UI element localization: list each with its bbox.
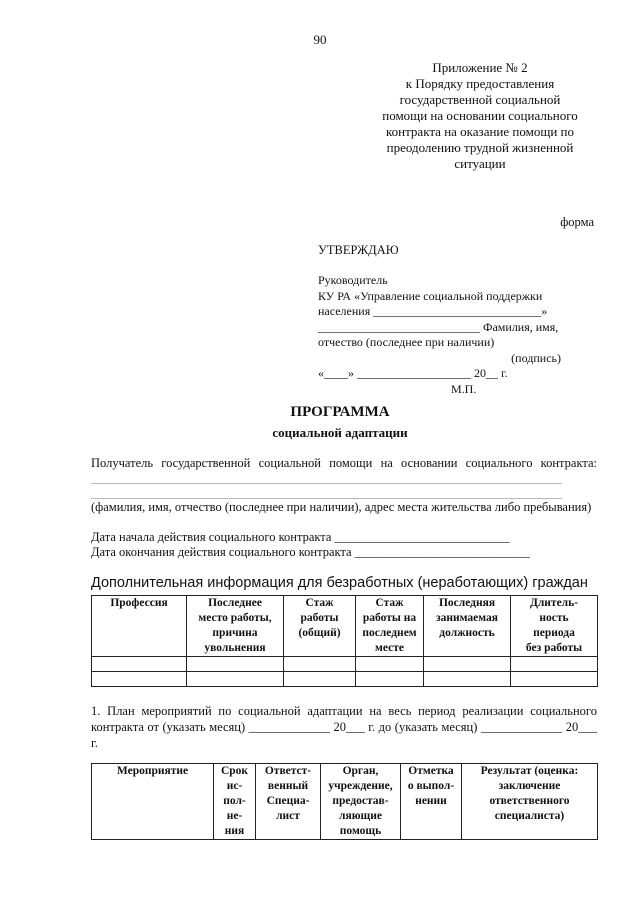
appendix-header [360,60,600,172]
table-cell[interactable] [187,657,284,672]
header-cell: Результат (оценка: заключение ответственного специалиста) [462,764,598,840]
plan-paragraph: 1. План мероприятий по социальной адаптации на весь период реализации социального контракта от (указать месяц) _____________ 20___ г. до (указать месяц) _____________ 20___ г. [91,704,597,750]
table-cell[interactable] [356,672,424,687]
approval-stamp-label: М.П. [451,381,477,396]
approval-date-line: «____» ___________________ 20__ г. [318,366,508,380]
recipient-label: Получатель государственной социальной помощи на основании социального контракта: [91,456,597,470]
page-number: 90 [313,32,327,47]
header-cell: Последнее место работы, причина увольнения [187,596,284,657]
appendix-line: помощи на основании социального [382,108,578,123]
appendix-line: Приложение № 2 [432,60,528,75]
appendix-line: ситуации [454,156,506,171]
table-cell[interactable] [284,672,356,687]
header-cell: Длитель- ность периода без работы [511,596,598,657]
approval-signature-caption: (подпись) [511,350,561,365]
appendix-line: к Порядку предоставления [405,76,555,91]
table-row [92,672,598,687]
header-cell: Профессия [92,596,187,657]
approval-line: населения ____________________________» [318,304,548,318]
table-row [92,657,598,672]
appendix-line: контракта на оказание помощи по [385,124,575,139]
header-cell: Стаж работы (общий) [284,596,356,657]
approval-line: Руководитель [318,273,388,287]
approval-title: УТВЕРЖДАЮ [318,243,399,257]
appendix-line: государственной социальной [399,92,561,107]
unemployed-info-table [91,595,598,687]
header-cell: Отметка о выпол- нении [401,764,462,840]
approval-block [318,273,608,397]
document-subtitle: социальной адаптации [272,425,408,440]
table-cell[interactable] [511,657,598,672]
table-header-row [92,764,598,840]
approval-line: КУ РА «Управление социальной поддержки [318,288,543,303]
approval-line: ___________________________ Фамилия, имя, [318,319,559,334]
approval-line: отчество (последнее при наличии) [318,335,495,349]
recipient-caption: (фамилия, имя, отчество (последнее при наличии), адрес места жительства либо пребывания) [91,500,592,514]
header-cell: Последняя занимаемая должность [424,596,511,657]
header-cell: Орган, учреждение, предостав- ляющие помощь [321,764,401,840]
table-cell[interactable] [424,672,511,687]
unemployed-info-title: Дополнительная информация для безработных (неработающих) граждан [91,575,588,591]
recipient-fill-line [91,483,562,484]
table-cell[interactable] [356,657,424,672]
appendix-line: преодолению трудной жизненной [386,140,574,155]
contract-end-date: Дата окончания действия социального контракта ____________________________ [91,545,530,559]
table-cell[interactable] [92,672,187,687]
table-header-row [92,596,598,657]
table-cell[interactable] [511,672,598,687]
table-cell[interactable] [187,672,284,687]
activities-table [91,763,598,840]
header-cell: Ответст- венный Специа- лист [256,764,321,840]
header-cell: Мероприятие [92,764,214,840]
form-label: форма [560,215,594,229]
document-title: ПРОГРАММА [290,404,390,420]
table-cell[interactable] [284,657,356,672]
table-cell[interactable] [92,657,187,672]
header-cell: Срок ис- пол- не- ния [214,764,256,840]
recipient-fill-line [91,498,562,499]
header-cell: Стаж работы на последнем месте [356,596,424,657]
table-cell[interactable] [424,657,511,672]
contract-start-date: Дата начала действия социального контракта ____________________________ [91,530,510,544]
